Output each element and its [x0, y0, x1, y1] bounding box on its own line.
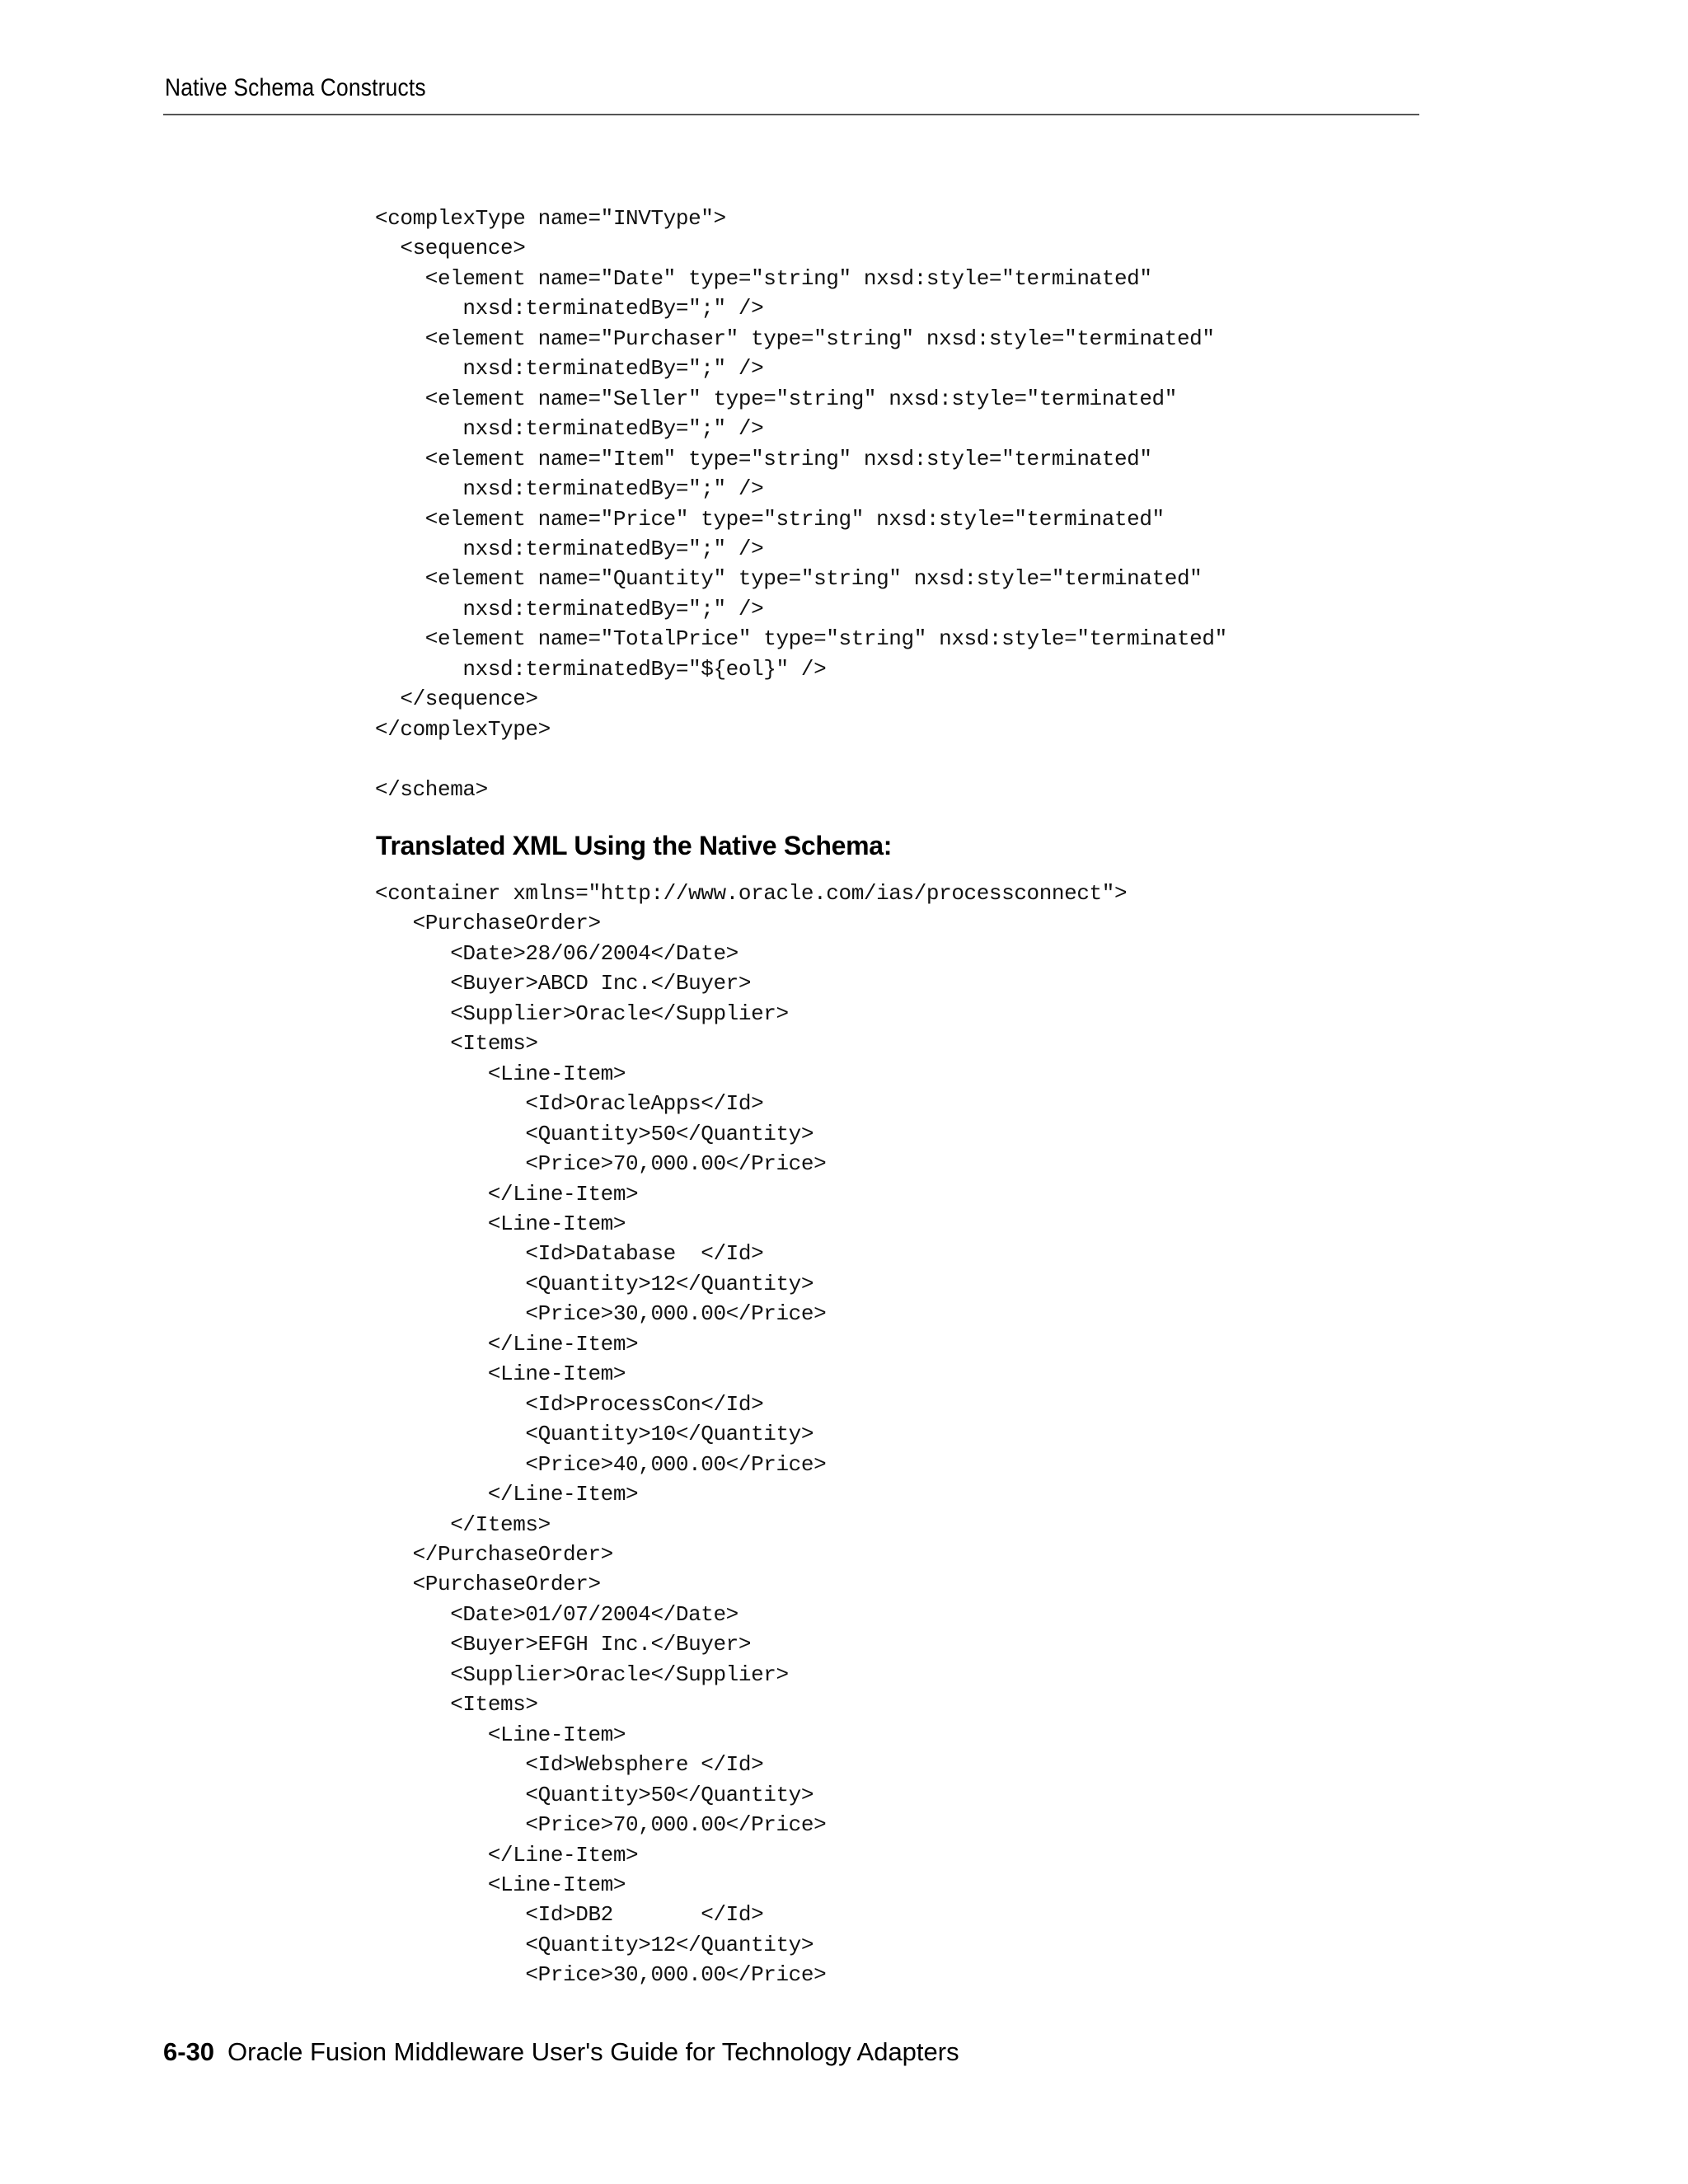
schema-code-block: <complexType name="INVType"> <sequence> <element name="Date" type="string" nxsd:style="terminated" nxsd:terminatedBy=";" /> <element name="Purchaser" type="string" nxsd:style="terminated" nxsd:terminatedBy=";" /> <element name="Seller" type="string" nxsd:style="terminated" nxsd:terminatedBy=";" /> <element name="Item" type="string" nxsd:style="terminated" nxsd:terminatedBy=";" /> <element name="Price" type="string" nxsd:style="terminated" nxsd:terminatedBy=";" /> <element name="Quantity" type="string" nxsd:style="terminated" nxsd:terminatedBy=";" /> <element name="TotalPrice" type="string" nxsd:style="terminated" nxsd:terminatedBy="${eol}" /> </sequence> </complexType> </schema>: [375, 206, 1227, 802]
translated-xml-code-block: <container xmlns="http://www.oracle.com/ias/processconnect"> <PurchaseOrder> <Date>28/06/2004</Date> <Buyer>ABCD Inc.</Buyer> <Supplier>Oracle</Supplier> <Items> <Line-Item> <Id>OracleApps</Id> <Quantity>50</Quantity> <Price>70,000.00</Price> </Line-Item> <Line-Item> <Id>Database </Id> <Quantity>12</Quantity> <Price>30,000.00</Price> </Line-Item> <Line-Item> <Id>ProcessCon</Id> <Quantity>10</Quantity> <Price>40,000.00</Price> </Line-Item> </Items> </PurchaseOrder> <PurchaseOrder> <Date>01/07/2004</Date> <Buyer>EFGH Inc.</Buyer> <Supplier>Oracle</Supplier> <Items> <Line-Item> <Id>Websphere </Id> <Quantity>50</Quantity> <Price>70,000.00</Price> </Line-Item> <Line-Item> <Id>DB2 </Id> <Quantity>12</Quantity> <Price>30,000.00</Price>: [375, 881, 1128, 1988]
book-title: Oracle Fusion Middleware User's Guide for Technology Adapters: [227, 2037, 959, 2066]
page-footer: [163, 2037, 959, 2067]
section-heading: Translated XML Using the Native Schema:: [376, 831, 893, 860]
page-number: 6-30: [163, 2037, 215, 2066]
header-divider: [163, 114, 1419, 115]
running-header: Native Schema Constructs: [165, 74, 426, 101]
